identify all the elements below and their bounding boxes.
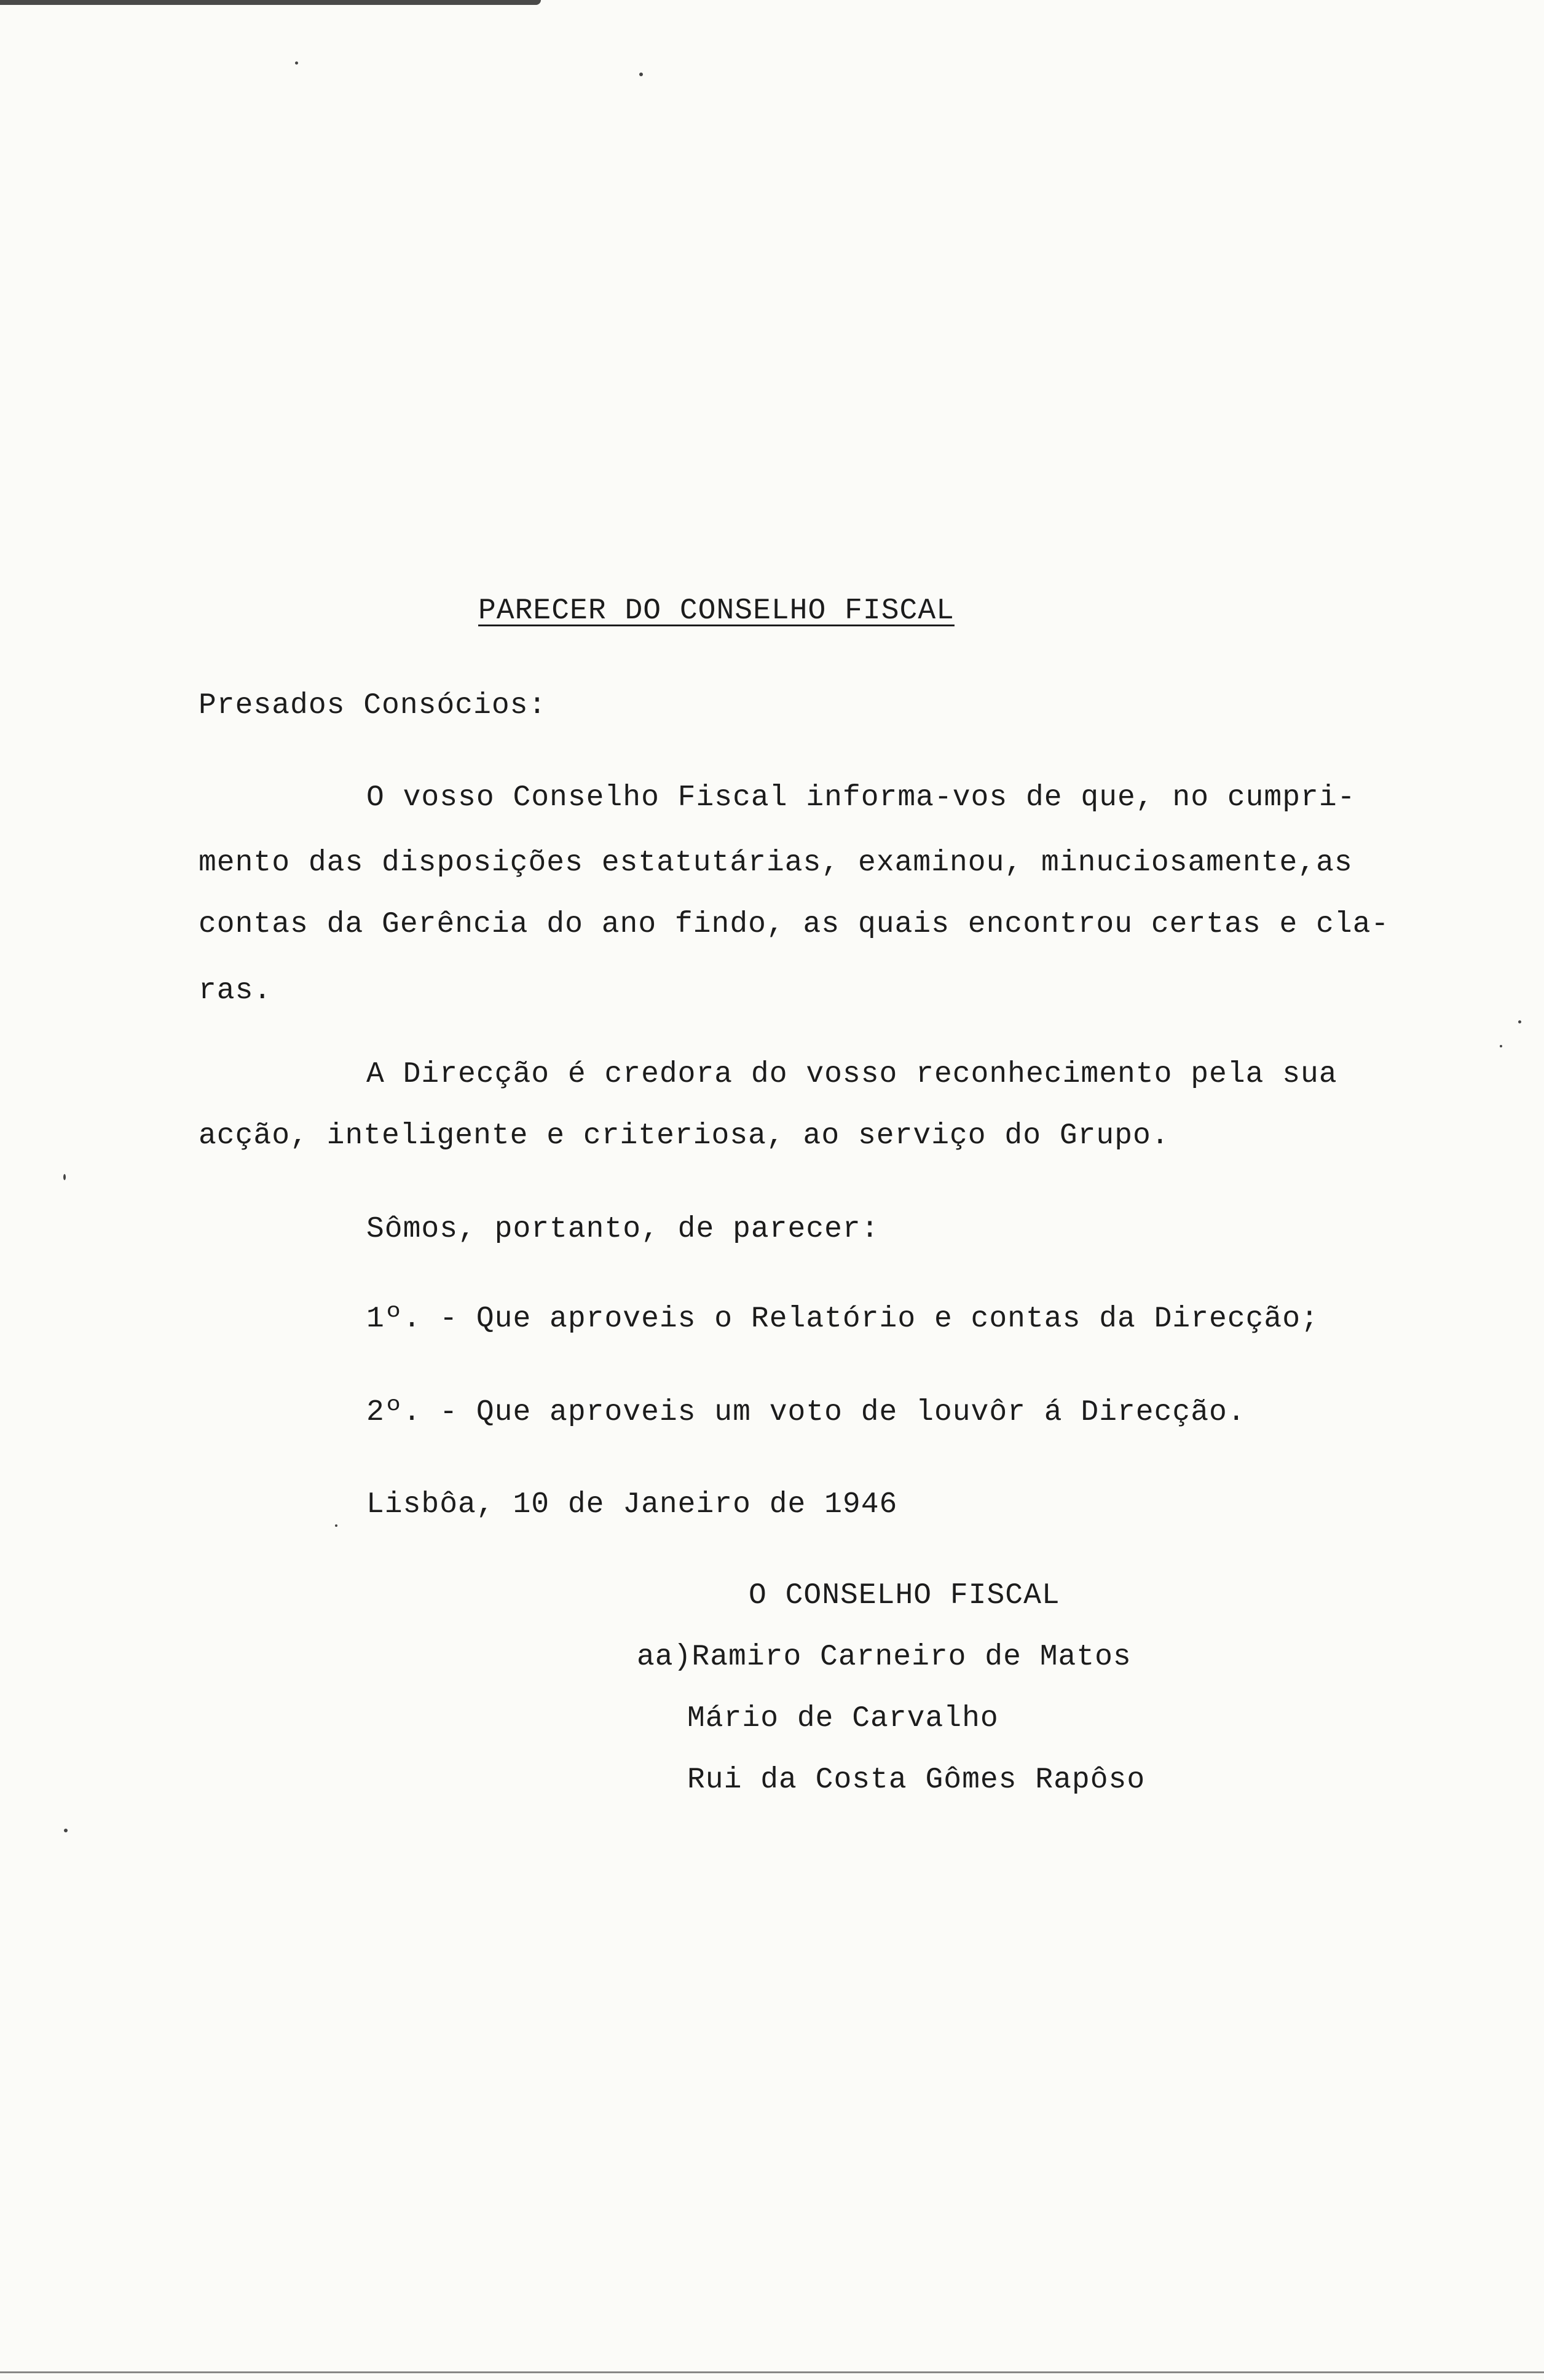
opinion-item-2: 2º. - Que aproveis um voto de louvôr á Direcção. [366, 1396, 1246, 1429]
scan-speck [295, 61, 298, 65]
paragraph-1-line-2: mento das disposições estatutárias, examinou, minuciosamente,as [199, 846, 1353, 880]
signer-1: aa)Ramiro Carneiro de Matos [637, 1641, 1132, 1674]
salutation: Presados Consócios: [199, 689, 547, 722]
scan-edge-top [0, 0, 541, 5]
scan-speck [1518, 1020, 1521, 1023]
signer-2: Mário de Carvalho [687, 1702, 999, 1735]
signer-3: Rui da Costa Gômes Rapôso [687, 1763, 1146, 1797]
signature-heading: O CONSELHO FISCAL [749, 1579, 1060, 1612]
paragraph-2-line-2: acção, inteligente e criteriosa, ao serviço do Grupo. [199, 1119, 1170, 1153]
document-title: PARECER DO CONSELHO FISCAL [478, 594, 955, 628]
opinion-intro: Sômos, portanto, de parecer: [366, 1213, 880, 1246]
paragraph-2-line-1: A Direcção é credora do vosso reconhecimento pela sua [366, 1058, 1337, 1091]
opinion-item-1: 1º. - Que aproveis o Relatório e contas da Direcção; [366, 1302, 1319, 1336]
scan-edge-bottom [0, 2371, 1544, 2373]
paragraph-1-line-3: contas da Gerência do ano findo, as quais encontrou certas e cla- [199, 908, 1390, 941]
scan-speck [64, 1829, 68, 1832]
place-and-date: Lisbôa, 10 de Janeiro de 1946 [366, 1488, 898, 1521]
scan-speck [1500, 1045, 1502, 1047]
paragraph-1-line-1: O vosso Conselho Fiscal informa-vos de que, no cumpri- [366, 781, 1356, 814]
scan-speck [335, 1524, 337, 1527]
scan-speck [639, 73, 643, 76]
scan-speck [63, 1174, 66, 1180]
paragraph-1-line-4: ras. [199, 974, 272, 1007]
